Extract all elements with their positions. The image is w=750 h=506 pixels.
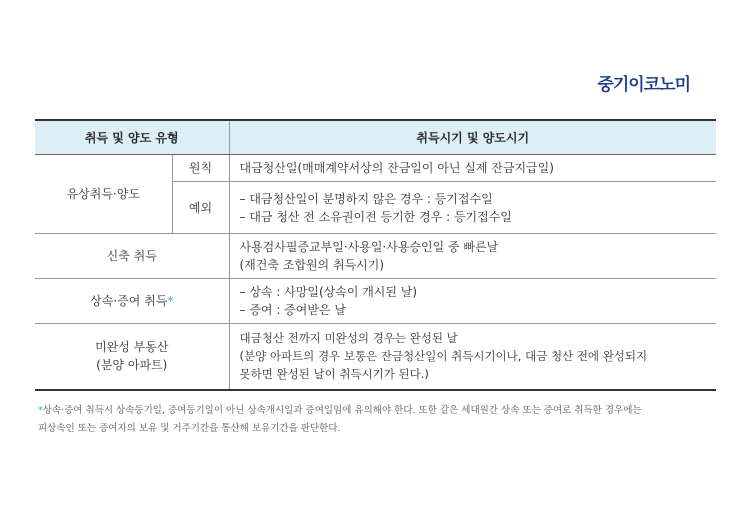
footnote-line: 피상속인 또는 증여자의 보유 및 거주기간을 통산해 보유기간을 판단한다.: [38, 423, 341, 434]
incomplete-label-line: (분양 아파트): [96, 358, 168, 373]
exception-line: – 대금 청산 전 소유권이전 등기한 경우 : 등기접수일: [239, 209, 512, 224]
footnote-marker: *: [167, 294, 174, 308]
brand-logo: 중기이코노미: [597, 75, 690, 95]
table-header-row: [35, 120, 716, 155]
header-type: 취득 및 양도 유형: [35, 120, 229, 155]
inherit-gift-text: [229, 279, 716, 324]
new-build-line: 사용검사필증교부일·사용일·사용승인일 중 빠른날: [239, 240, 499, 254]
new-build-text: [229, 234, 716, 279]
row-label-incomplete: [35, 324, 229, 390]
table-row: [35, 155, 716, 182]
footnote-star: *: [38, 405, 43, 416]
incomplete-line: (분양 아파트의 경우 보통은 잔금청산일이 취득시기이나, 대금 청산 전에 완성되지: [239, 349, 648, 364]
table-row: [35, 324, 716, 390]
footnote-line: [38, 402, 728, 420]
row-label-new-build: 신축 취득: [35, 234, 229, 279]
incomplete-label-line: 미완성 부동산: [95, 340, 169, 355]
incomplete-line: 대금청산 전까지 미완성의 경우는 완성된 날: [239, 331, 458, 346]
exception-label: 예외: [172, 182, 229, 234]
table-row: [35, 279, 716, 324]
inherit-gift-line: – 상속 : 사망일(상속이 개시된 날): [239, 285, 418, 299]
principle-text: 대금청산일(매매계약서상의 잔금일이 아닌 실제 잔금지급일): [229, 155, 716, 182]
inherit-gift-label: 상속·증여 취득: [90, 294, 168, 308]
exception-text: [229, 182, 716, 234]
inherit-gift-line: – 증여 : 증여받은 날: [239, 303, 346, 317]
row-label-inherit-gift: [35, 279, 229, 324]
acquisition-timing-table: [35, 119, 716, 391]
footnote: [38, 402, 728, 438]
principle-label: 원칙: [172, 155, 229, 182]
new-build-line: (재건축 조합원의 취득시기): [239, 258, 385, 272]
incomplete-text: [229, 324, 716, 390]
footnote-text: 상속·증여 취득시 상속등기일, 증여등기일이 아닌 상속개시일과 증여일임에 유의해야 한다. 또한 같은 세대원간 상속 또는 증여로 취득한 경우에는: [42, 405, 642, 416]
exception-line: – 대금청산일이 분명하지 않은 경우 : 등기접수일: [239, 191, 493, 206]
row-label-paid: 유상취득·양도: [35, 155, 172, 234]
table-row: [35, 234, 716, 279]
incomplete-line: 못하면 완성된 날이 취득시기가 된다.): [239, 367, 429, 382]
header-timing: 취득시기 및 양도시기: [229, 120, 716, 155]
